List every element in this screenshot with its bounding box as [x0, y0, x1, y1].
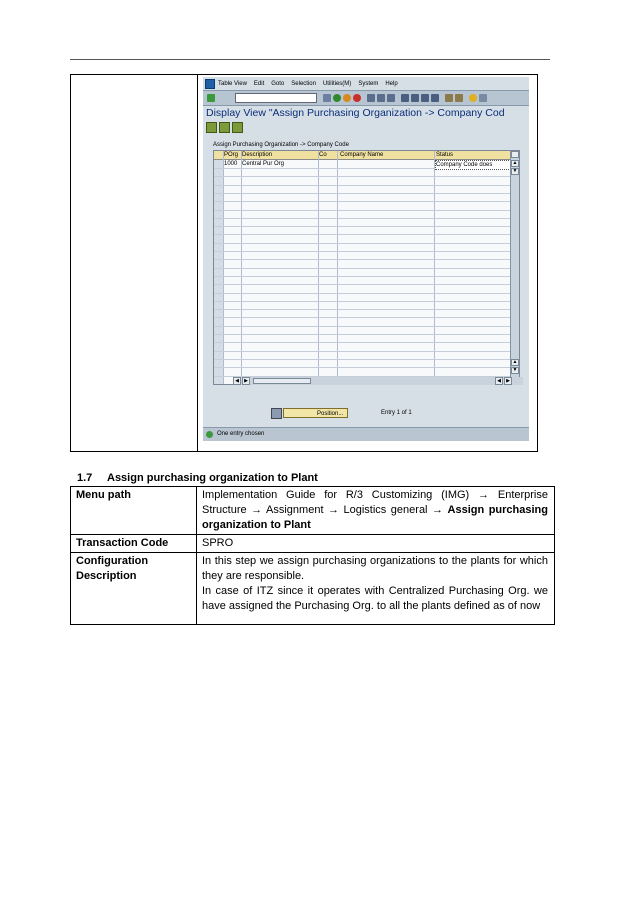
menu-system[interactable]: System — [358, 80, 379, 87]
table-row — [214, 326, 519, 327]
tcode-label: Transaction Code — [71, 535, 197, 553]
select-all-icon[interactable] — [232, 122, 243, 133]
status-bar — [203, 427, 529, 441]
table-row — [71, 535, 555, 553]
header-rule — [70, 59, 550, 60]
table-row — [214, 276, 519, 277]
table-row — [214, 268, 519, 269]
table-row — [214, 301, 519, 302]
config-label: Configuration Description — [71, 553, 197, 625]
column-divider — [197, 75, 198, 451]
table-row — [214, 359, 519, 360]
sap-screenshot — [203, 77, 529, 441]
scroll-left-end-icon[interactable]: ◀ — [495, 377, 503, 385]
cell-porg[interactable]: 1000 — [224, 161, 238, 167]
vertical-scrollbar[interactable] — [510, 151, 519, 384]
table-row — [214, 226, 519, 227]
section-heading — [77, 472, 318, 484]
table-row — [71, 553, 555, 625]
scroll-down-icon[interactable]: ▼ — [512, 168, 518, 174]
scroll-down-bottom-icon[interactable]: ▼ — [512, 367, 518, 373]
table-control — [213, 150, 520, 385]
menu-goto[interactable]: Goto — [271, 80, 285, 87]
previous-page-icon[interactable] — [411, 94, 419, 102]
col-description[interactable]: Description — [242, 152, 273, 158]
layout-icon[interactable] — [479, 94, 487, 102]
command-field[interactable] — [235, 93, 317, 103]
status-message: One entry chosen — [217, 431, 265, 437]
back-icon[interactable] — [333, 94, 341, 102]
table-row — [214, 309, 519, 310]
table-row — [214, 243, 519, 244]
details-icon[interactable] — [219, 122, 230, 133]
settings-icon[interactable] — [511, 151, 519, 158]
tcode-value: SPRO — [197, 535, 555, 553]
menu-help[interactable]: Help — [385, 80, 398, 87]
cancel-icon[interactable] — [353, 94, 361, 102]
table-row — [214, 351, 519, 352]
table-header — [214, 151, 519, 160]
table-row — [214, 201, 519, 202]
scroll-right-icon[interactable]: ▶ — [242, 377, 250, 385]
menu-utilities[interactable]: Utilities(M) — [322, 80, 352, 87]
last-page-icon[interactable] — [431, 94, 439, 102]
change-display-icon[interactable] — [206, 122, 217, 133]
new-session-icon[interactable] — [445, 94, 453, 102]
cell-description[interactable]: Central Pur Org — [242, 161, 285, 167]
menu-table-view[interactable]: Table View — [218, 80, 247, 87]
section-title: Assign purchasing organization to Plant — [107, 472, 318, 484]
menu-edit[interactable]: Edit — [253, 80, 265, 87]
config-line-1: In this step we assign purchasing organizations to the plants for which they are responsible. — [202, 555, 548, 582]
col-status[interactable]: Status — [436, 152, 454, 158]
entry-counter: Entry 1 of 1 — [381, 410, 412, 416]
table-row — [214, 193, 519, 194]
scroll-right-end-icon[interactable]: ▶ — [504, 377, 512, 385]
scroll-up-bottom-icon[interactable]: ▲ — [512, 359, 518, 365]
table-row — [214, 185, 519, 186]
find-next-icon[interactable] — [387, 94, 395, 102]
print-icon[interactable] — [367, 94, 375, 102]
sap-logo-icon — [205, 79, 215, 89]
menu-path-text: Implementation Guide for R/3 Customizing (IMG) → Enterprise Structure → Assignment → Logistics general → — [202, 489, 548, 516]
table-row — [214, 342, 519, 343]
menu-selection[interactable]: Selection — [291, 80, 316, 87]
table-row — [71, 487, 555, 535]
application-toolbar — [206, 122, 245, 133]
enter-icon[interactable] — [207, 94, 215, 102]
horizontal-scrollbar[interactable] — [233, 377, 523, 385]
find-icon[interactable] — [377, 94, 385, 102]
table-row — [214, 210, 519, 211]
table-row — [214, 176, 519, 177]
save-icon[interactable] — [323, 94, 331, 102]
grid-caption: Assign Purchasing Organization -> Company Code — [213, 142, 349, 148]
scroll-left-icon[interactable]: ◀ — [233, 377, 241, 385]
scroll-thumb[interactable] — [253, 378, 311, 384]
table-row — [214, 317, 519, 318]
config-table — [70, 486, 555, 625]
standard-toolbar — [203, 90, 529, 106]
config-line-2: In case of ITZ since it operates with Centralized Purchasing Org. we have assigned the Purchasing Org. to all the plants defined as of now — [202, 585, 548, 612]
help-icon[interactable] — [469, 94, 477, 102]
position-icon[interactable] — [271, 408, 282, 419]
table-row — [214, 234, 519, 235]
success-icon — [206, 431, 213, 438]
screen-title: Display View "Assign Purchasing Organization -> Company Cod — [206, 107, 505, 119]
exit-icon[interactable] — [343, 94, 351, 102]
menu-path-bold: Assign purchasing organization to Plant — [202, 504, 548, 531]
menu-bar — [203, 77, 529, 90]
table-row — [214, 251, 519, 252]
table-row — [214, 367, 519, 368]
table-row — [214, 259, 519, 260]
next-page-icon[interactable] — [421, 94, 429, 102]
cell-status[interactable]: Company Code does — [435, 160, 517, 170]
table-row — [214, 334, 519, 335]
menu-path-label: Menu path — [71, 487, 197, 535]
position-button[interactable]: Position... — [283, 408, 348, 418]
menu-path-value — [197, 487, 555, 535]
table-row — [214, 293, 519, 294]
scroll-up-icon[interactable]: ▲ — [512, 160, 518, 166]
col-company-name[interactable]: Company Name — [340, 152, 384, 158]
shortcut-icon[interactable] — [455, 94, 463, 102]
table-row — [214, 218, 519, 219]
col-porg[interactable]: POrg — [224, 152, 239, 158]
section-number: 1.7 — [77, 472, 93, 484]
table-row — [214, 284, 519, 285]
col-co[interactable]: Co — [319, 152, 327, 158]
first-page-icon[interactable] — [401, 94, 409, 102]
config-value — [197, 553, 555, 625]
